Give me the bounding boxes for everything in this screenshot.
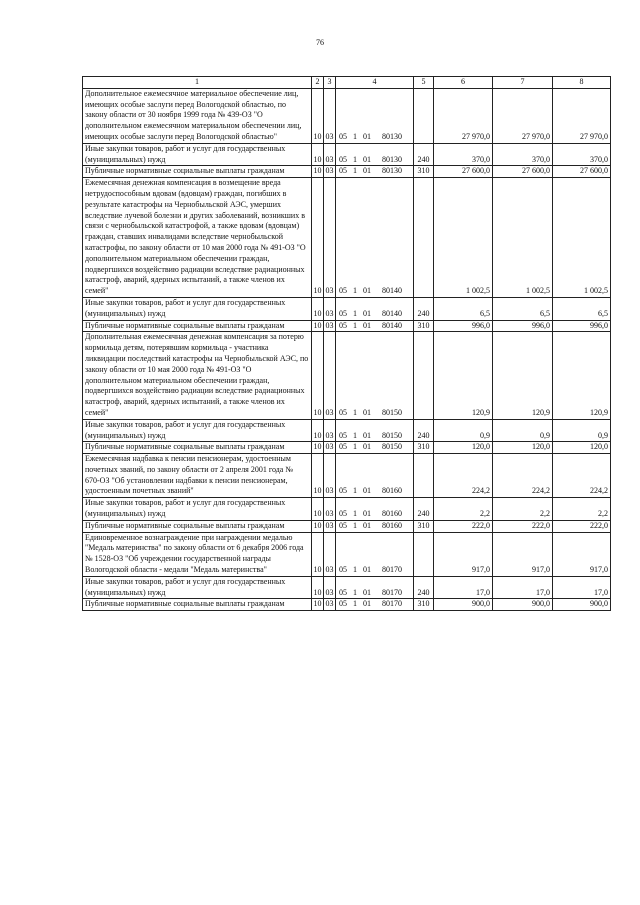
- amount-col-6: 900,0: [434, 599, 493, 611]
- section-code: 10: [312, 297, 324, 320]
- activity-code: 01: [363, 131, 371, 141]
- table-row: [83, 520, 611, 532]
- row-name: Единовременное вознаграждение при награждении медалью "Медаль материнства" по закону области от 6 декабря 2006 года № 1528-ОЗ "Об учреждении государственной награды Вологодской области - медали "Медаль материнства": [83, 532, 312, 576]
- table-row: [83, 143, 611, 166]
- section-code: 10: [312, 143, 324, 166]
- activity-code: 01: [363, 599, 371, 609]
- activity-code: 01: [363, 520, 371, 530]
- amount-col-6: 917,0: [434, 532, 493, 576]
- expense-type-code: 310: [414, 166, 434, 178]
- table-row: [83, 297, 611, 320]
- expense-type-code: 240: [414, 419, 434, 442]
- target-article-code: [336, 166, 414, 178]
- subprogram-code: 1: [353, 320, 357, 330]
- table-row: [83, 178, 611, 298]
- amount-col-7: 27 600,0: [493, 166, 553, 178]
- amount-col-7: 120,9: [493, 332, 553, 419]
- subsection-code: 03: [324, 599, 336, 611]
- section-code: 10: [312, 320, 324, 332]
- amount-col-6: 120,0: [434, 442, 493, 454]
- amount-col-7: 17,0: [493, 576, 553, 599]
- subprogram-code: 1: [353, 286, 357, 296]
- amount-col-8: 6,5: [553, 297, 611, 320]
- program-code: 05: [339, 166, 347, 176]
- amount-col-8: 120,9: [553, 332, 611, 419]
- expense-type-code: 310: [414, 599, 434, 611]
- program-code: 05: [339, 486, 347, 496]
- amount-col-7: 370,0: [493, 143, 553, 166]
- header-cell: 5: [414, 77, 434, 89]
- expense-type-code: [414, 532, 434, 576]
- section-code: 10: [312, 454, 324, 498]
- direction-code: 80130: [382, 131, 402, 141]
- direction-code: 80160: [382, 509, 402, 519]
- amount-col-8: 222,0: [553, 520, 611, 532]
- expense-type-code: [414, 178, 434, 298]
- activity-code: 01: [363, 509, 371, 519]
- program-code: 05: [339, 308, 347, 318]
- amount-col-7: 996,0: [493, 320, 553, 332]
- header-cell: 6: [434, 77, 493, 89]
- amount-col-8: 917,0: [553, 532, 611, 576]
- subprogram-code: 1: [353, 587, 357, 597]
- amount-col-7: 27 970,0: [493, 88, 553, 143]
- amount-col-6: 222,0: [434, 520, 493, 532]
- subprogram-code: 1: [353, 486, 357, 496]
- direction-code: 80160: [382, 520, 402, 530]
- amount-col-6: 27 600,0: [434, 166, 493, 178]
- target-article-code: [336, 498, 414, 521]
- amount-col-7: 917,0: [493, 532, 553, 576]
- row-name: Публичные нормативные социальные выплаты гражданам: [83, 320, 312, 332]
- header-cell: 4: [336, 77, 414, 89]
- target-article-code: [336, 332, 414, 419]
- table-row: [83, 419, 611, 442]
- subprogram-code: 1: [353, 565, 357, 575]
- activity-code: 01: [363, 486, 371, 496]
- subsection-code: 03: [324, 454, 336, 498]
- expense-type-code: [414, 454, 434, 498]
- direction-code: 80150: [382, 430, 402, 440]
- subprogram-code: 1: [353, 154, 357, 164]
- amount-col-8: 370,0: [553, 143, 611, 166]
- subsection-code: 03: [324, 143, 336, 166]
- direction-code: 80170: [382, 587, 402, 597]
- table-row: [83, 454, 611, 498]
- row-name: Ежемесячная денежная компенсация в возмещение вреда нетрудоспособным вдовам (вдовцам) граждан, погибших в результате катастрофы на Чернобыльской АЭС, умерших вследствие лучевой болезни и других заболеваний, возникших в связи с чернобыльской катастрофой, а также вдовам (вдовцам) граждан, ставших инвалидами вследствие чернобыльской катастрофы, по закону области от 10 мая 2000 года № 491-ОЗ "О дополнительном материальном обеспечении граждан, подвергшихся воздействию радиации вследствие радиационных катастроф, аварий, ядерных испытаний, а также членов их семей": [83, 178, 312, 298]
- row-name: Иные закупки товаров, работ и услуг для государственных (муниципальных) нужд: [83, 498, 312, 521]
- activity-code: 01: [363, 320, 371, 330]
- table-row: [83, 332, 611, 419]
- subprogram-code: 1: [353, 131, 357, 141]
- subprogram-code: 1: [353, 520, 357, 530]
- program-code: 05: [339, 320, 347, 330]
- subprogram-code: 1: [353, 599, 357, 609]
- subprogram-code: 1: [353, 407, 357, 417]
- activity-code: 01: [363, 166, 371, 176]
- amount-col-7: 6,5: [493, 297, 553, 320]
- amount-col-8: 224,2: [553, 454, 611, 498]
- subsection-code: 03: [324, 297, 336, 320]
- program-code: 05: [339, 430, 347, 440]
- amount-col-8: 27 970,0: [553, 88, 611, 143]
- activity-code: 01: [363, 407, 371, 417]
- subsection-code: 03: [324, 498, 336, 521]
- direction-code: 80140: [382, 308, 402, 318]
- direction-code: 80140: [382, 320, 402, 330]
- program-code: 05: [339, 587, 347, 597]
- header-cell: 8: [553, 77, 611, 89]
- table-row: [83, 320, 611, 332]
- subprogram-code: 1: [353, 442, 357, 452]
- target-article-code: [336, 143, 414, 166]
- expense-type-code: 310: [414, 520, 434, 532]
- target-article-code: [336, 88, 414, 143]
- amount-col-6: 120,9: [434, 332, 493, 419]
- program-code: 05: [339, 565, 347, 575]
- amount-col-7: 0,9: [493, 419, 553, 442]
- amount-col-6: 224,2: [434, 454, 493, 498]
- subsection-code: 03: [324, 332, 336, 419]
- amount-col-6: 2,2: [434, 498, 493, 521]
- activity-code: 01: [363, 286, 371, 296]
- subsection-code: 03: [324, 166, 336, 178]
- amount-col-7: 224,2: [493, 454, 553, 498]
- header-cell: 2: [312, 77, 324, 89]
- activity-code: 01: [363, 430, 371, 440]
- subprogram-code: 1: [353, 509, 357, 519]
- subsection-code: 03: [324, 520, 336, 532]
- table-row: [83, 532, 611, 576]
- target-article-code: [336, 520, 414, 532]
- amount-col-6: 1 002,5: [434, 178, 493, 298]
- column-number-row: [83, 77, 611, 89]
- target-article-code: [336, 576, 414, 599]
- amount-col-7: 120,0: [493, 442, 553, 454]
- amount-col-6: 370,0: [434, 143, 493, 166]
- target-article-code: [336, 454, 414, 498]
- target-article-code: [336, 320, 414, 332]
- table-row: [83, 166, 611, 178]
- subsection-code: 03: [324, 576, 336, 599]
- program-code: 05: [339, 154, 347, 164]
- amount-col-8: 0,9: [553, 419, 611, 442]
- target-article-code: [336, 297, 414, 320]
- activity-code: 01: [363, 308, 371, 318]
- budget-table: [82, 76, 611, 611]
- direction-code: 80130: [382, 154, 402, 164]
- amount-col-6: 996,0: [434, 320, 493, 332]
- expense-type-code: [414, 332, 434, 419]
- row-name: Публичные нормативные социальные выплаты гражданам: [83, 599, 312, 611]
- table-row: [83, 88, 611, 143]
- row-name: Иные закупки товаров, работ и услуг для государственных (муниципальных) нужд: [83, 419, 312, 442]
- section-code: 10: [312, 532, 324, 576]
- direction-code: 80140: [382, 286, 402, 296]
- direction-code: 80150: [382, 407, 402, 417]
- program-code: 05: [339, 407, 347, 417]
- section-code: 10: [312, 442, 324, 454]
- direction-code: 80150: [382, 442, 402, 452]
- row-name: Иные закупки товаров, работ и услуг для государственных (муниципальных) нужд: [83, 143, 312, 166]
- section-code: 10: [312, 419, 324, 442]
- page-number: 76: [316, 38, 324, 47]
- subprogram-code: 1: [353, 308, 357, 318]
- subprogram-code: 1: [353, 166, 357, 176]
- amount-col-8: 2,2: [553, 498, 611, 521]
- subsection-code: 03: [324, 178, 336, 298]
- row-name: Иные закупки товаров, работ и услуг для государственных (муниципальных) нужд: [83, 576, 312, 599]
- expense-type-code: [414, 88, 434, 143]
- amount-col-6: 17,0: [434, 576, 493, 599]
- activity-code: 01: [363, 565, 371, 575]
- row-name: Иные закупки товаров, работ и услуг для государственных (муниципальных) нужд: [83, 297, 312, 320]
- table-row: [83, 498, 611, 521]
- target-article-code: [336, 599, 414, 611]
- subprogram-code: 1: [353, 430, 357, 440]
- row-name: Публичные нормативные социальные выплаты гражданам: [83, 166, 312, 178]
- program-code: 05: [339, 599, 347, 609]
- row-name: Дополнительное ежемесячное материальное обеспечение лиц, имеющих особые заслуги перед Вологодской областью, по закону области от 30 ноября 1999 года № 439-ОЗ "О дополнительном ежемесячном материальном обеспечении лиц, имеющих особые заслуги перед Вологодской областью": [83, 88, 312, 143]
- target-article-code: [336, 178, 414, 298]
- subsection-code: 03: [324, 88, 336, 143]
- expense-type-code: 240: [414, 143, 434, 166]
- amount-col-6: 0,9: [434, 419, 493, 442]
- subsection-code: 03: [324, 320, 336, 332]
- header-cell: 1: [83, 77, 312, 89]
- row-name: Публичные нормативные социальные выплаты гражданам: [83, 520, 312, 532]
- direction-code: 80160: [382, 486, 402, 496]
- amount-col-8: 17,0: [553, 576, 611, 599]
- expense-type-code: 310: [414, 442, 434, 454]
- section-code: 10: [312, 576, 324, 599]
- activity-code: 01: [363, 587, 371, 597]
- table-row: [83, 576, 611, 599]
- activity-code: 01: [363, 154, 371, 164]
- section-code: 10: [312, 498, 324, 521]
- amount-col-8: 120,0: [553, 442, 611, 454]
- amount-col-7: 900,0: [493, 599, 553, 611]
- program-code: 05: [339, 131, 347, 141]
- program-code: 05: [339, 442, 347, 452]
- section-code: 10: [312, 332, 324, 419]
- table-row: [83, 599, 611, 611]
- amount-col-8: 27 600,0: [553, 166, 611, 178]
- expense-type-code: 240: [414, 498, 434, 521]
- direction-code: 80130: [382, 166, 402, 176]
- target-article-code: [336, 419, 414, 442]
- amount-col-8: 1 002,5: [553, 178, 611, 298]
- table-row: [83, 442, 611, 454]
- subsection-code: 03: [324, 419, 336, 442]
- amount-col-7: 2,2: [493, 498, 553, 521]
- direction-code: 80170: [382, 565, 402, 575]
- amount-col-7: 1 002,5: [493, 178, 553, 298]
- program-code: 05: [339, 286, 347, 296]
- target-article-code: [336, 442, 414, 454]
- amount-col-6: 27 970,0: [434, 88, 493, 143]
- amount-col-8: 996,0: [553, 320, 611, 332]
- header-cell: 7: [493, 77, 553, 89]
- amount-col-6: 6,5: [434, 297, 493, 320]
- section-code: 10: [312, 166, 324, 178]
- row-name: Дополнительная ежемесячная денежная компенсация за потерю кормильца детям, потерявшим кормильца - участника ликвидации последствий катастрофы на Чернобыльской АЭС, по закону области от 10 мая 2000 года № 491-ОЗ "О дополнительном материальном обеспечении граждан, подвергшихся воздействию радиации вследствие радиационных катастроф, аварий, ядерных испытаний, а также членов их семей": [83, 332, 312, 419]
- row-name: Публичные нормативные социальные выплаты гражданам: [83, 442, 312, 454]
- subsection-code: 03: [324, 532, 336, 576]
- expense-type-code: 240: [414, 576, 434, 599]
- subsection-code: 03: [324, 442, 336, 454]
- activity-code: 01: [363, 442, 371, 452]
- section-code: 10: [312, 599, 324, 611]
- target-article-code: [336, 532, 414, 576]
- amount-col-8: 900,0: [553, 599, 611, 611]
- section-code: 10: [312, 178, 324, 298]
- expense-type-code: 310: [414, 320, 434, 332]
- program-code: 05: [339, 509, 347, 519]
- section-code: 10: [312, 88, 324, 143]
- row-name: Ежемесячная надбавка к пенсии пенсионерам, удостоенным почетных званий, по закону области от 2 апреля 2001 года № 670-ОЗ "Об установлении надбавки к пенсии пенсионерам, удостоенным почетных званий": [83, 454, 312, 498]
- direction-code: 80170: [382, 599, 402, 609]
- section-code: 10: [312, 520, 324, 532]
- program-code: 05: [339, 520, 347, 530]
- amount-col-7: 222,0: [493, 520, 553, 532]
- header-cell: 3: [324, 77, 336, 89]
- expense-type-code: 240: [414, 297, 434, 320]
